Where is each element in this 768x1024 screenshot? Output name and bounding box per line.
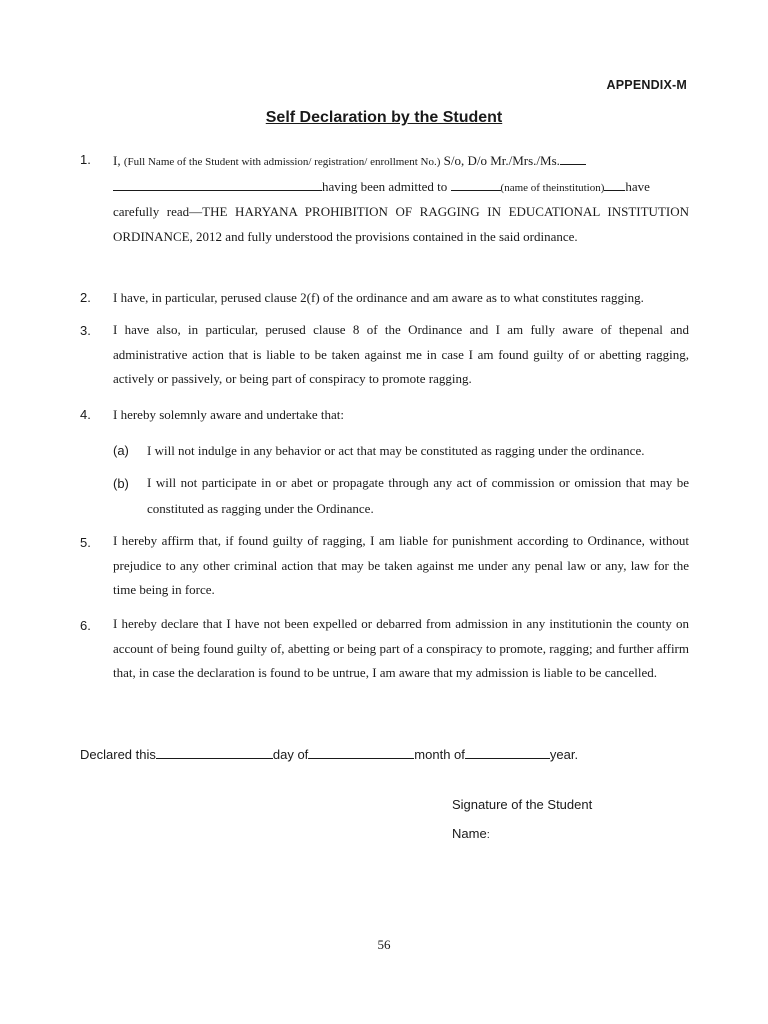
relation-blank[interactable] bbox=[560, 153, 586, 165]
name-line bbox=[452, 826, 490, 841]
appendix-label: APPENDIX-M bbox=[606, 78, 687, 92]
item-3-number: 3. bbox=[80, 323, 91, 338]
item-4-text: I hereby solemnly aware and undertake that: bbox=[113, 407, 345, 422]
declaration-line bbox=[80, 747, 578, 762]
page-number: 56 bbox=[377, 937, 391, 952]
item-2-text: I have, in particular, perused clause 2(f) of the ordinance and am aware as to what constitutes ragging. bbox=[113, 290, 644, 305]
item-1-institution-hint: (name of theinstitution) bbox=[500, 181, 605, 194]
item-1-have: have bbox=[625, 178, 650, 194]
signature-label: Signature of the Student bbox=[452, 797, 593, 812]
item-4a-text: I will not indulge in any behavior or act that may be constituted as ragging under the ordinance. bbox=[147, 443, 645, 458]
item-1-number: 1. bbox=[80, 152, 91, 167]
item-5-text: I hereby affirm that, if found guilty of ragging, I am liable for punishment according to Ordinance, without prejudice to any other criminal action that may be taken against me under any penal law or any, law for the time being in force. bbox=[113, 533, 689, 597]
day-of-label: day of bbox=[272, 747, 309, 762]
item-1-rest: carefully read—THE HARYANA PROHIBITION OF RAGGING IN EDUCATIONAL INSTITUTION ORDINANCE, 2012 and fully understood the provisions contained in the said ordinance. bbox=[113, 204, 689, 244]
item-5-number: 5. bbox=[80, 535, 91, 550]
institution-name-blank[interactable] bbox=[604, 179, 625, 191]
declared-this-label: Declared this bbox=[80, 747, 156, 762]
item-4-number: 4. bbox=[80, 407, 91, 422]
item-1-fullname-hint: (Full Name of the Student with admission/ registration/ enrollment No.) bbox=[123, 156, 441, 168]
item-1-i: I, bbox=[113, 153, 121, 168]
item-4b-label: (b) bbox=[113, 476, 129, 491]
year-label: year. bbox=[549, 747, 579, 762]
institution-blank[interactable] bbox=[451, 179, 501, 191]
day-blank[interactable] bbox=[156, 747, 273, 759]
month-of-label: month of bbox=[414, 747, 465, 762]
item-1-relation: S/o, D/o Mr./Mrs./Ms. bbox=[440, 153, 560, 168]
page-title: Self Declaration by the Student bbox=[265, 109, 503, 126]
item-6-number: 6. bbox=[80, 618, 91, 633]
item-3-text: I have also, in particular, perused clause 8 of the Ordinance and I am fully aware of thepenal and administrative action that is liable to be taken against me in case I am found guilty of or abetting ragging, actively or passively, or being part of conspiracy to promote ragging. bbox=[113, 322, 689, 386]
item-1-text bbox=[113, 149, 689, 249]
item-2-number: 2. bbox=[80, 290, 91, 305]
year-blank[interactable] bbox=[465, 747, 550, 759]
name-colon: : bbox=[486, 829, 490, 841]
item-6-text: I hereby declare that I have not been expelled or debarred from admission in any institutionin the county on account of being found guilty of, abetting or being part of a conspiracy to promote, ragging; and further affirm that, in case the declaration is found to be untrue, I am aware that my admission is liable to be cancelled. bbox=[113, 616, 689, 680]
item-1-admitted: having been admitted to bbox=[322, 178, 451, 194]
item-4b-text: I will not participate in or abet or propagate through any act of commission or omission that may be constituted as ragging under the Ordinance. bbox=[147, 475, 689, 516]
name-label: Name bbox=[452, 826, 487, 841]
student-name-blank[interactable] bbox=[113, 179, 322, 191]
item-4a-label: (a) bbox=[113, 443, 129, 458]
month-blank[interactable] bbox=[308, 747, 414, 759]
